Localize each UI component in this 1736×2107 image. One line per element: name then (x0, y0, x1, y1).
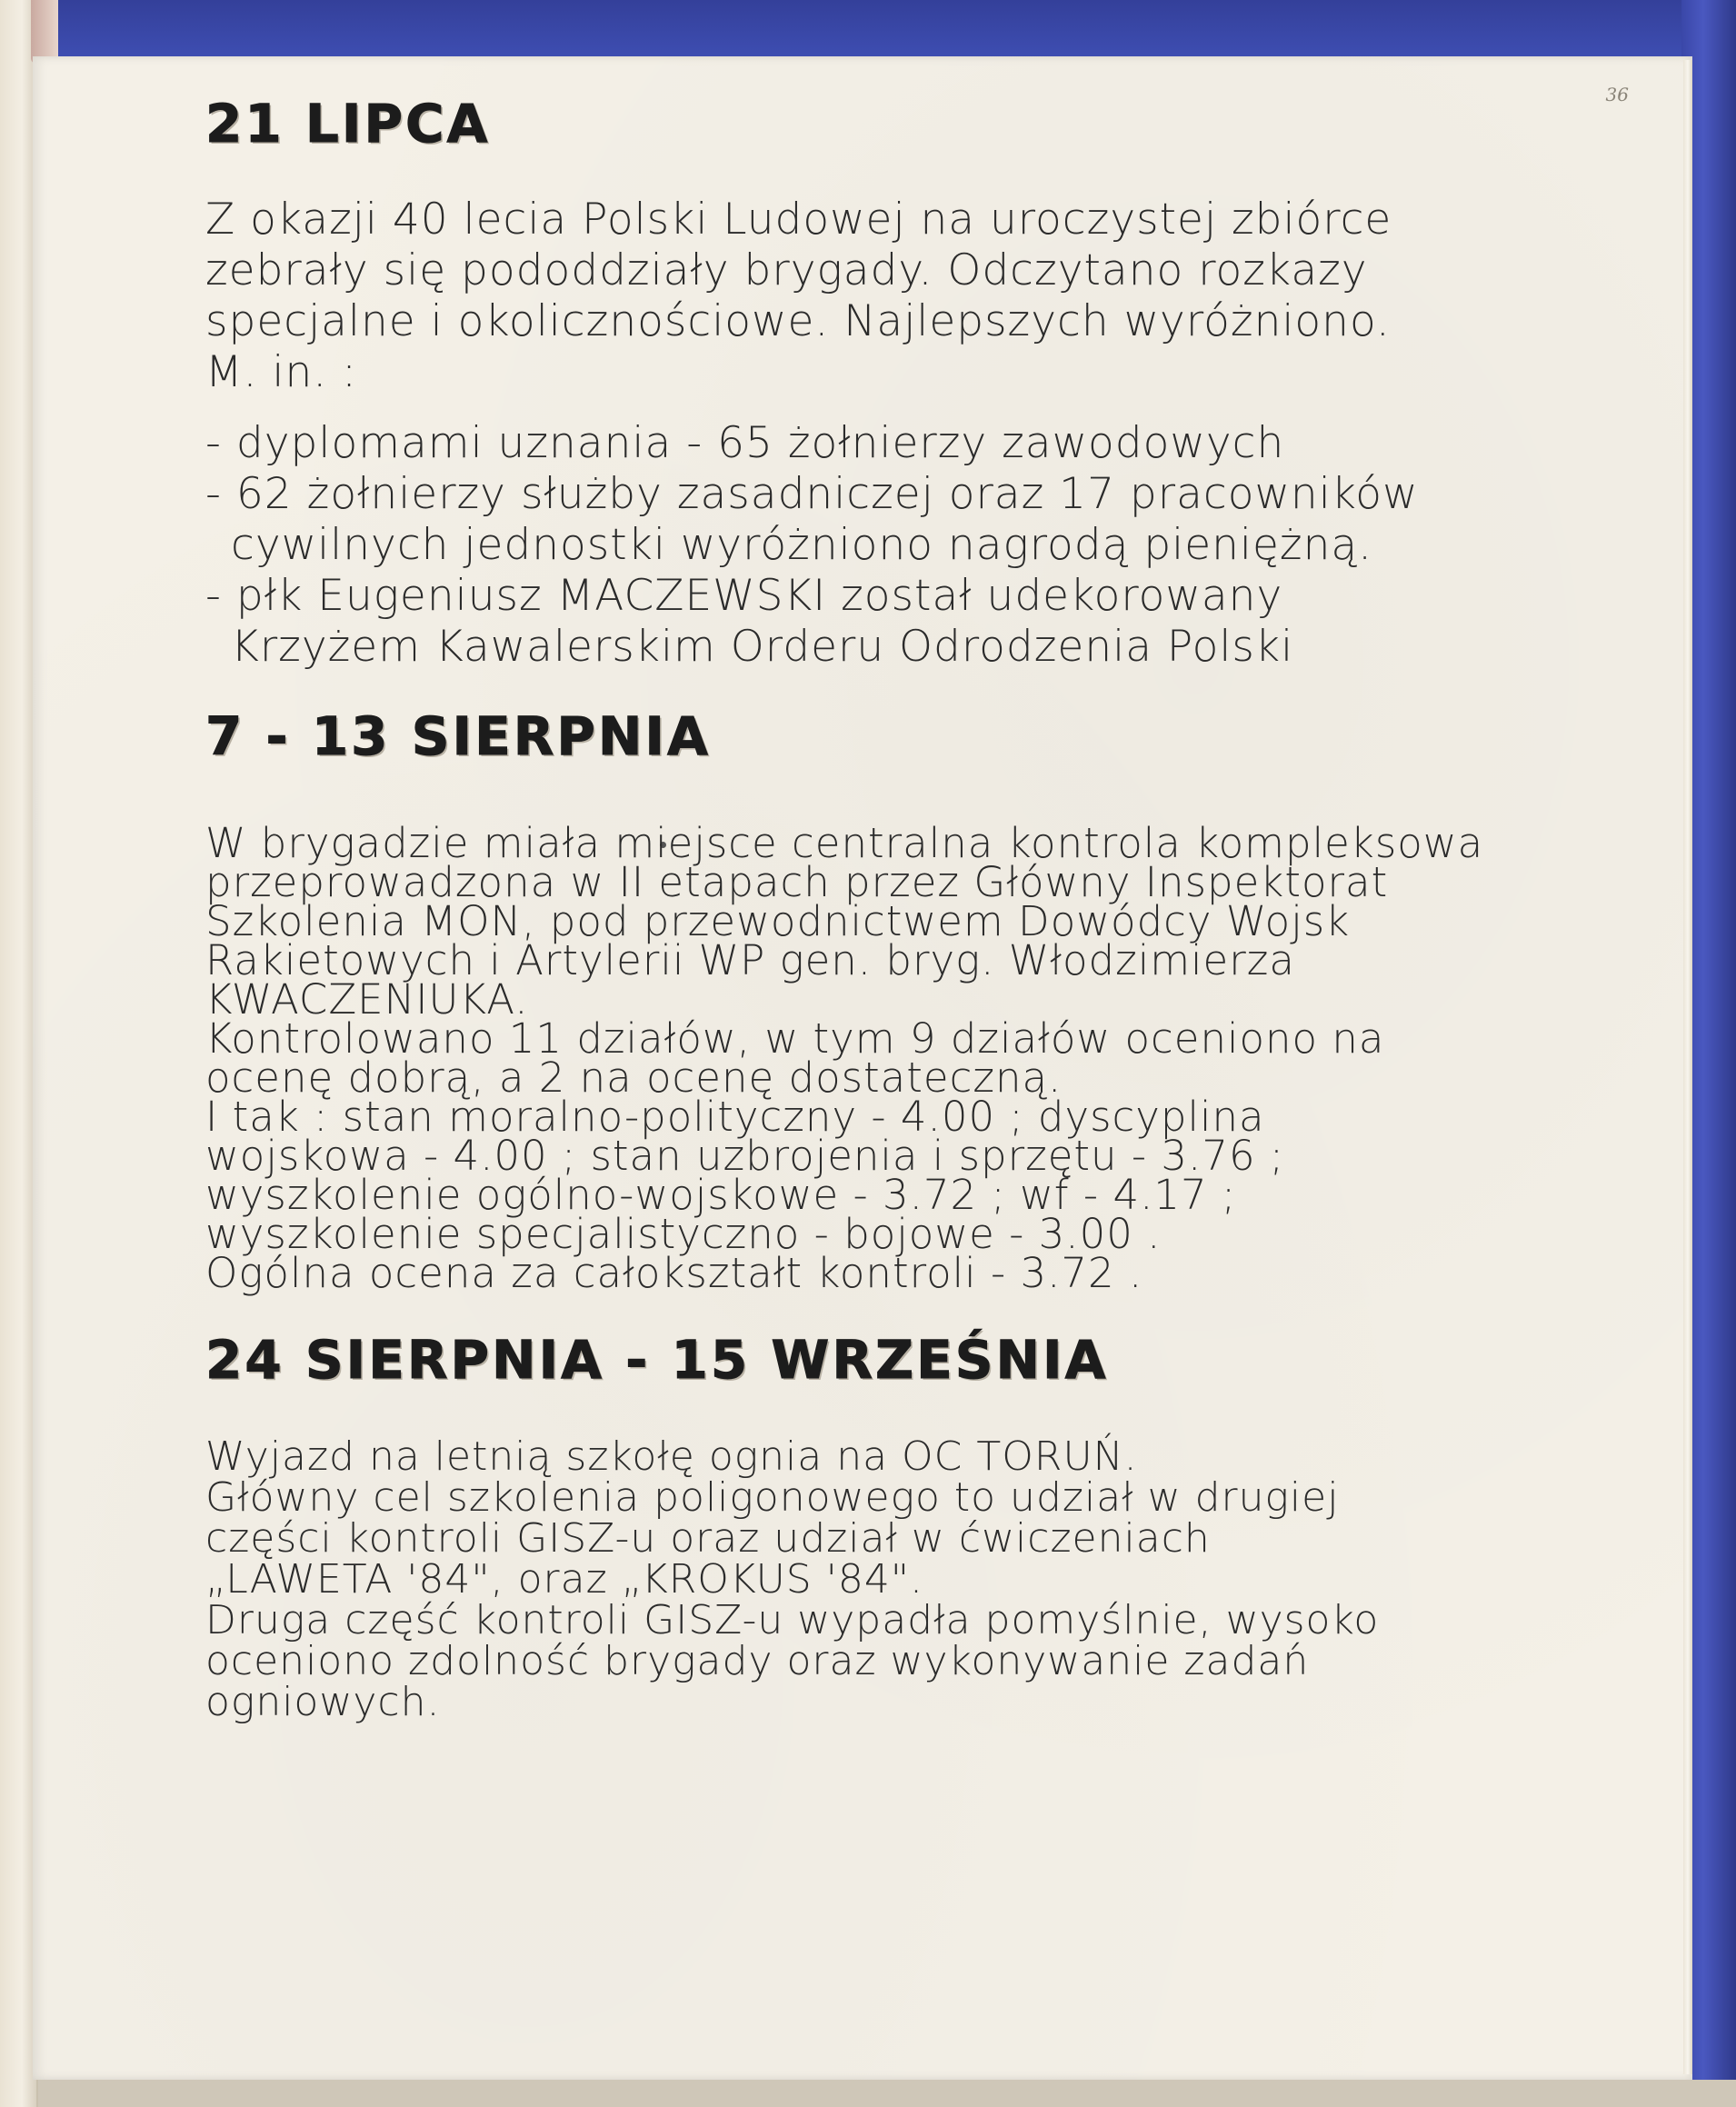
section-heading: 21 LIPCA (205, 93, 491, 155)
text-line: - płk Eugeniusz MACZEWSKI został udekorowany (205, 571, 1283, 621)
text-line: Ogólna ocena za całokształt kontroli - 3.72 . (205, 1249, 1143, 1297)
text-line: zebrały się pododdziały brygady. Odczytano rozkazy (205, 245, 1368, 295)
page-number: 36 (1605, 84, 1629, 105)
page-content (205, 93, 1669, 1723)
page-edge (1683, 60, 1692, 2074)
album-cover-top (55, 0, 1736, 64)
page-stack-bottom (0, 2080, 1736, 2107)
text-line: cywilnych jednostki wyróżniono nagrodą pieniężną. (231, 520, 1373, 570)
text-line: - dyplomami uznania - 65 żołnierzy zawodowych (205, 418, 1285, 468)
text-line: Rakietowych i Artylerii WP gen. bryg. Włodzimierza (205, 936, 1295, 984)
spacer (205, 398, 1669, 418)
section-july (205, 93, 1669, 673)
text-line: oceniono zdolność brygady oraz wykonywanie zadań (205, 1638, 1310, 1684)
text-line: części kontroli GISZ-u oraz udział w ćwiczeniach (205, 1515, 1211, 1562)
bookmark-ribbon (31, 0, 58, 64)
text-line: W brygadzie miała miejsce centralna kontrola kompleksowa (205, 819, 1484, 867)
text-line: M. in. : (205, 347, 357, 397)
section-heading: 24 SIERPNIA - 15 WRZEŚNIA (205, 1329, 1109, 1391)
text-line: „LAWETA '84", oraz „KROKUS '84". (205, 1556, 924, 1603)
text-line: Krzyżem Kawalerskim Orderu Odrodzenia Polski (231, 622, 1294, 672)
text-line: Szkolenia MON, pod przewodnictwem Dowódcy Wojsk (205, 897, 1351, 945)
text-line: ocenę dobrą, a 2 na ocenę dostateczną. (205, 1054, 1063, 1102)
text-line: specjalne i okolicznościowe. Najlepszych wyróżniono. (205, 296, 1391, 346)
text-line: I tak : stan moralno-polityczny - 4.00 ; dyscyplina (205, 1093, 1265, 1141)
text-line: Kontrolowano 11 działów, w tym 9 działów oceniono na (205, 1014, 1385, 1063)
text-line: Druga część kontroli GISZ-u wypadła pomyślnie, wysoko (205, 1597, 1380, 1643)
text-line: Z okazji 40 lecia Polski Ludowej na uroczystej zbiórce (205, 195, 1392, 245)
text-line: wojskowa - 4.00 ; stan uzbrojenia i sprzętu - 3.76 ; (205, 1132, 1285, 1180)
section-september-firing-school (205, 1329, 1669, 1723)
chronicle-page (33, 56, 1692, 2080)
text-line: - 62 żołnierzy służby zasadniczej oraz 17 pracowników (205, 469, 1419, 519)
text-line: KWACZENIUKA. (205, 975, 529, 1024)
text-line: Główny cel szkolenia poligonowego to udział w drugiej (205, 1474, 1340, 1521)
text-line: przeprowadzona w II etapach przez Główny Inspektorat (205, 858, 1389, 906)
section-heading: 7 - 13 SIERPNIA (205, 705, 711, 767)
text-line: wyszkolenie specjalistyczno - bojowe - 3.00 . (205, 1210, 1162, 1258)
text-line: Wyjazd na letnią szkołę ognia na OC TORUŃ. (205, 1433, 1138, 1480)
text-line: wyszkolenie ogólno-wojskowe - 3.72 ; wf - 4.17 ; (205, 1171, 1237, 1219)
text-line: ogniowych. (205, 1679, 441, 1725)
section-august-control (205, 705, 1669, 1297)
